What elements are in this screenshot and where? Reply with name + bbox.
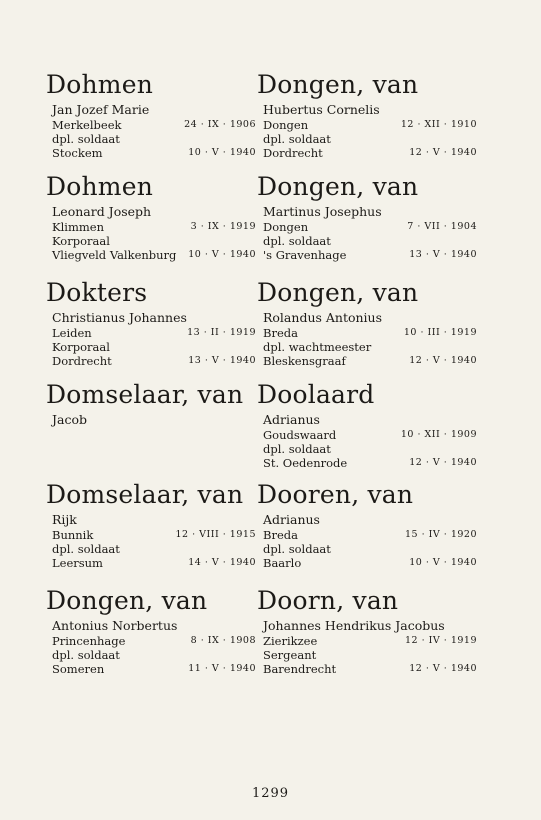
entry-death-row: St. Oedenrode 12 · V · 1940 — [263, 456, 477, 470]
entry-given-names: Adrianus — [263, 412, 320, 427]
entry-dohmen-jan — [46, 70, 264, 160]
entry-surname: Dooren, van — [257, 480, 414, 509]
entry-surname: Dongen, van — [257, 70, 419, 99]
entry-dongen-martinus — [257, 172, 485, 262]
entry-rank-row: dpl. soldaat — [263, 132, 331, 146]
entry-dokters — [46, 278, 264, 368]
entry-rank-row: dpl. soldaat — [263, 542, 331, 556]
entry-birthplace-row: Zierikzee 12 · IV · 1919 — [263, 634, 477, 648]
entry-doorn-johannes — [257, 586, 485, 676]
entry-rank-row: dpl. wachtmeester — [263, 340, 372, 354]
entry-doolaard — [257, 380, 485, 470]
entry-birthplace-row: Merkelbeek 24 · IX · 1906 — [52, 118, 256, 132]
entry-death-row: Someren 11 · V · 1940 — [52, 662, 256, 676]
entry-surname: Domselaar, van — [46, 380, 244, 409]
entry-given-names: Hubertus Cornelis — [263, 102, 380, 117]
entry-given-names: Jacob — [52, 412, 87, 427]
entry-given-names: Jan Jozef Marie — [52, 102, 150, 117]
entry-given-names: Martinus Josephus — [263, 204, 382, 219]
entry-surname: Dohmen — [46, 172, 153, 201]
entry-birthplace-row: Breda 15 · IV · 1920 — [263, 528, 477, 542]
entry-dongen-hubertus — [257, 70, 485, 160]
entry-birthplace-row: Leiden 13 · II · 1919 — [52, 326, 256, 340]
entry-surname: Dongen, van — [257, 172, 419, 201]
entry-given-names: Rolandus Antonius — [263, 310, 383, 325]
entry-surname: Domselaar, van — [46, 480, 244, 509]
entry-given-names: Leonard Joseph — [52, 204, 152, 219]
entry-dongen-antonius — [46, 586, 264, 676]
entry-death-row: Baarlo 10 · V · 1940 — [263, 556, 477, 570]
entry-rank-row: Korporaal — [52, 340, 110, 354]
entry-rank-row: Sergeant — [263, 648, 317, 662]
entry-rank-row: dpl. soldaat — [263, 234, 331, 248]
entry-surname: Doolaard — [257, 380, 375, 409]
entry-birthplace-row: Dongen 12 · XII · 1910 — [263, 118, 477, 132]
entry-dongen-rolandus — [257, 278, 485, 368]
entry-given-names: Antonius Norbertus — [52, 618, 178, 633]
entry-dohmen-leonard — [46, 172, 264, 262]
entry-given-names: Johannes Hendrikus Jacobus — [263, 618, 445, 633]
entry-dooren-adrianus — [257, 480, 485, 570]
entry-surname: Doorn, van — [257, 586, 399, 615]
entry-birthplace-row: Bunnik 12 · VIII · 1915 — [52, 528, 256, 542]
entry-rank-row: dpl. soldaat — [52, 132, 120, 146]
entry-rank-row: Korporaal — [52, 234, 110, 248]
entry-surname: Dokters — [46, 278, 148, 307]
entry-rank-row: dpl. soldaat — [52, 648, 120, 662]
entry-surname: Dohmen — [46, 70, 153, 99]
entry-death-row: Stockem 10 · V · 1940 — [52, 146, 256, 160]
entry-death-row: 's Gravenhage 13 · V · 1940 — [263, 248, 477, 262]
entry-death-row: Dordrecht 13 · V · 1940 — [52, 354, 256, 368]
entry-birthplace-row: Breda 10 · III · 1919 — [263, 326, 477, 340]
entry-death-row: Bleskensgraaf 12 · V · 1940 — [263, 354, 477, 368]
entry-domselaar-rijk — [46, 480, 264, 570]
entry-death-row: Leersum 14 · V · 1940 — [52, 556, 256, 570]
entry-death-row: Barendrecht 12 · V · 1940 — [263, 662, 477, 676]
entry-birthplace-row: Klimmen 3 · IX · 1919 — [52, 220, 256, 234]
entry-given-names: Adrianus — [263, 512, 320, 527]
page-number: 1299 — [251, 786, 290, 801]
entry-surname: Dongen, van — [46, 586, 208, 615]
entry-birthplace-row: Goudswaard 10 · XII · 1909 — [263, 428, 477, 442]
entry-rank-row: dpl. soldaat — [263, 442, 331, 456]
entry-birthplace-row: Dongen 7 · VII · 1904 — [263, 220, 477, 234]
entry-given-names: Christianus Johannes — [52, 310, 187, 325]
entry-rank-row: dpl. soldaat — [52, 542, 120, 556]
entry-domselaar-jacob — [46, 380, 264, 428]
entry-death-row: Dordrecht 12 · V · 1940 — [263, 146, 477, 160]
entry-birthplace-row: Princenhage 8 · IX · 1908 — [52, 634, 256, 648]
entry-death-row: Vliegveld Valkenburg 10 · V · 1940 — [52, 248, 256, 262]
entry-surname: Dongen, van — [257, 278, 419, 307]
entry-given-names: Rijk — [52, 512, 77, 527]
